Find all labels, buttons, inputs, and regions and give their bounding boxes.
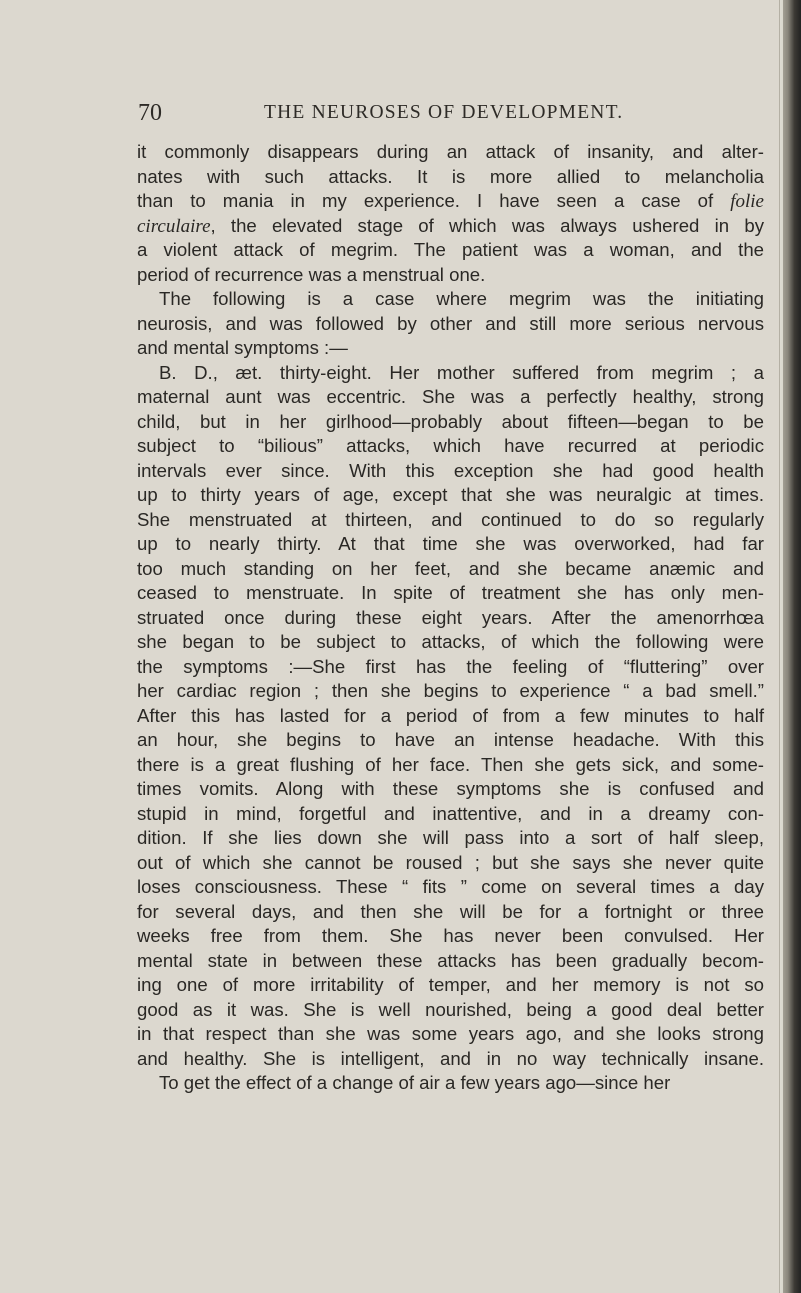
text-line — [137, 189, 764, 214]
text-line: up to thirty years of age, except that she was neuralgic at times. — [137, 484, 764, 505]
text-line: her cardiac region ; then she begins to experience “ a bad smell.” — [137, 680, 764, 701]
text-line: and healthy. She is intelligent, and in no way technically insane. — [137, 1047, 764, 1069]
text-line: She menstruated at thirteen, and continued to do so regularly — [137, 508, 764, 530]
text-line: weeks free from them. She has never been convulsed. Her — [137, 925, 764, 946]
text-line: times vomits. Along with these symptoms she is confused and — [137, 778, 764, 799]
text-line: too much standing on her feet, and she became anæmic and — [137, 557, 764, 579]
text-line: loses consciousness. These “ fits ” come on several times a day — [137, 876, 764, 897]
text-line: an hour, she begins to have an intense headache. With this — [137, 729, 764, 750]
text-line: dition. If she lies down she will pass into a sort of half sleep, — [137, 827, 764, 848]
text-line: it commonly disappears during an attack of insanity, and alter- — [137, 141, 764, 162]
text-line: stupid in mind, forgetful and inattentive, and in a dreamy con- — [137, 802, 764, 824]
text-line: B. D., æt. thirty-eight. Her mother suffered from megrim ; a — [159, 361, 764, 383]
text-segment: than to mania in my experience. I have seen a case of — [137, 190, 731, 211]
text-line: intervals ever since. With this exception she had good health — [137, 459, 764, 481]
text-line: there is a great flushing of her face. Then she gets sick, and some- — [137, 753, 764, 775]
running-head: THE NEUROSES OF DEVELOPMENT. — [264, 102, 624, 123]
text-line: ceased to menstruate. In spite of treatment she has only men- — [137, 582, 764, 603]
text-line: for several days, and then she will be for a fortnight or three — [137, 900, 764, 922]
text-line: mental state in between these attacks has been gradually becom- — [137, 949, 764, 971]
text-line: the symptoms :—She first has the feeling of “fluttering” over — [137, 655, 764, 677]
text-line: in that respect than she was some years ago, and she looks strong — [137, 1023, 764, 1044]
italic-term: circulaire — [137, 215, 211, 237]
text-line: good as it was. She is well nourished, being a good deal better — [137, 998, 764, 1020]
text-line: up to nearly thirty. At that time she was overworked, had far — [137, 533, 764, 554]
page-edge — [780, 0, 783, 1293]
page-number: 70 — [138, 100, 162, 126]
text-line: child, but in her girlhood—probably about fifteen—began to be — [137, 410, 764, 432]
text-line: out of which she cannot be roused ; but she says she never quite — [137, 851, 764, 873]
page-header — [138, 100, 758, 132]
text-line: The following is a case where megrim was the initiating — [159, 288, 764, 309]
text-line: To get the effect of a change of air a few years ago—since her — [159, 1072, 671, 1093]
text-line: and mental symptoms :— — [137, 337, 348, 358]
body-text — [137, 140, 764, 1096]
text-line: subject to “bilious” attacks, which have recurred at periodic — [137, 435, 764, 456]
text-line: nates with such attacks. It is more allied to melancholia — [137, 165, 764, 187]
text-line: she began to be subject to attacks, of which the following were — [137, 631, 764, 652]
text-line: maternal aunt was eccentric. She was a perfectly healthy, strong — [137, 386, 764, 407]
text-segment: , the elevated stage of which was always ushered in by — [210, 214, 764, 236]
text-line: neurosis, and was followed by other and still more serious nervous — [137, 312, 764, 334]
text-line: struated once during these eight years. After the amenorrhœa — [137, 606, 764, 628]
text-line: period of recurrence was a menstrual one. — [137, 263, 486, 285]
text-line — [137, 214, 764, 239]
text-line: After this has lasted for a period of from a few minutes to half — [137, 704, 764, 726]
text-line: a violent attack of megrim. The patient was a woman, and the — [137, 239, 764, 260]
italic-term: folie — [730, 191, 764, 212]
text-line: ing one of more irritability of temper, and her memory is not so — [137, 974, 764, 995]
